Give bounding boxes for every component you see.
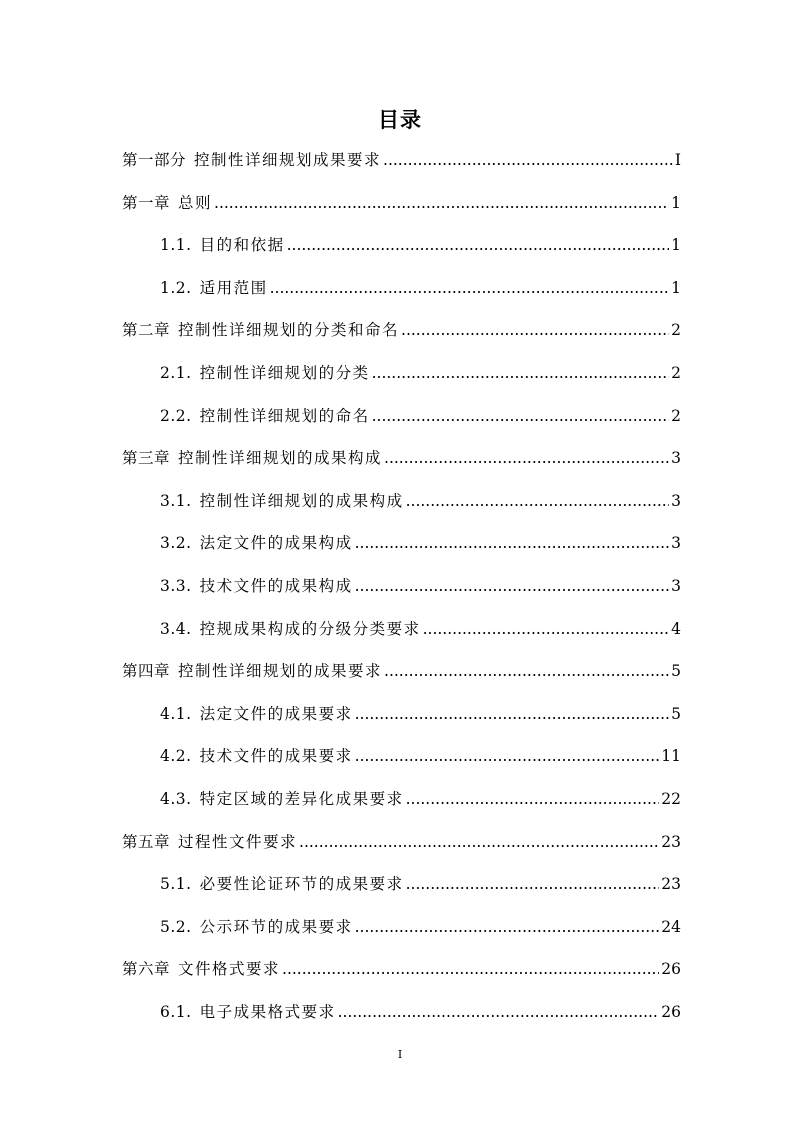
toc-entry-number: 5.2. — [160, 917, 192, 936]
toc-entry-number: 第四章 — [122, 662, 171, 681]
toc-entry-number: 1.2. — [160, 278, 192, 297]
toc-entry[interactable] — [160, 271, 681, 305]
toc-entry-number: 3.1. — [160, 491, 192, 510]
toc-entry-number: 5.1. — [160, 875, 192, 894]
toc-entry-title: 电子成果格式要求 — [199, 1003, 336, 1021]
toc-entry-title: 控规成果构成的分级分类要求 — [199, 619, 421, 638]
toc-entry-title: 适用范围 — [199, 278, 268, 297]
toc-entry-title: 控制性详细规划的成果构成 — [199, 491, 404, 510]
toc-entry[interactable] — [160, 697, 681, 731]
toc-entry[interactable] — [122, 654, 681, 688]
toc-dot-leader — [406, 782, 660, 816]
toc-dot-leader — [338, 995, 660, 1029]
toc-entry-number: 第一部分 — [122, 151, 187, 169]
toc-entry-page-number: 4 — [671, 619, 681, 638]
toc-entry-number: 第二章 — [122, 321, 171, 340]
toc-entry-page-number: 2 — [671, 364, 681, 382]
toc-entry[interactable] — [160, 612, 681, 646]
toc-entry-title: 法定文件的成果要求 — [199, 704, 353, 723]
toc-entry[interactable] — [160, 356, 681, 390]
toc-entry-title: 总则 — [178, 193, 213, 212]
toc-entry[interactable] — [160, 910, 681, 944]
toc-entry-number: 第六章 — [122, 960, 171, 979]
toc-entry-title: 控制性详细规划成果要求 — [194, 151, 382, 169]
toc-entry[interactable] — [122, 186, 681, 220]
toc-entry-title: 目的和依据 — [199, 236, 285, 255]
toc-entry-number: 第五章 — [122, 832, 171, 851]
toc-entry[interactable] — [160, 995, 681, 1029]
toc-entry-page-number: 26 — [661, 960, 681, 979]
toc-entry[interactable] — [160, 526, 681, 560]
toc-entry-number: 1.1. — [160, 236, 192, 255]
toc-dot-leader — [270, 271, 670, 305]
toc-entry-page-number: 3 — [671, 534, 681, 553]
toc-entry[interactable] — [160, 228, 681, 262]
toc-dot-leader — [423, 612, 670, 646]
toc-dot-leader — [401, 313, 669, 347]
toc-entry-page-number: 26 — [661, 1003, 681, 1021]
toc-dot-leader — [372, 356, 670, 390]
toc-entry-page-number: 23 — [661, 832, 681, 851]
toc-dot-leader — [282, 952, 659, 986]
toc-dot-leader — [384, 441, 669, 475]
toc-dot-leader — [355, 569, 670, 603]
toc-entry-title: 必要性论证环节的成果要求 — [199, 875, 404, 894]
toc-entry-page-number: 2 — [671, 321, 681, 340]
toc-entry-page-number: 3 — [671, 491, 681, 510]
toc-entry-title: 控制性详细规划的分类和命名 — [178, 321, 400, 340]
toc-entry[interactable] — [122, 825, 681, 859]
toc-dot-leader — [355, 697, 670, 731]
toc-entry-page-number: 24 — [661, 917, 681, 936]
toc-entry-number: 3.4. — [160, 619, 192, 638]
toc-dot-leader — [287, 228, 670, 262]
toc-entry-title: 控制性详细规划的成果要求 — [178, 662, 383, 681]
toc-entry-title: 控制性详细规划的分类 — [199, 364, 370, 382]
toc-entry-page-number: 1 — [671, 236, 681, 255]
footer-page-number: I — [397, 1048, 403, 1061]
toc-dot-leader — [384, 654, 669, 688]
toc-entry[interactable] — [160, 484, 681, 518]
toc-entry[interactable] — [122, 313, 681, 347]
toc-dot-leader — [214, 186, 669, 220]
toc-entry[interactable] — [160, 399, 681, 433]
toc-entry-page-number: 5 — [671, 704, 681, 723]
toc-entry-page-number: 3 — [671, 449, 681, 468]
toc-entry-page-number: 1 — [671, 193, 681, 212]
toc-dot-leader — [355, 910, 660, 944]
toc-entry[interactable] — [160, 867, 681, 901]
toc-entry-number: 第一章 — [122, 193, 171, 212]
toc-title: 目录 — [378, 108, 422, 132]
toc-entry-page-number: 11 — [661, 747, 681, 766]
toc-entry-number: 4.1. — [160, 704, 192, 723]
toc-entry-page-number: 3 — [671, 577, 681, 595]
toc-entry-page-number: 22 — [661, 790, 681, 808]
toc-entry-number: 4.3. — [160, 790, 192, 808]
toc-entry-title: 过程性文件要求 — [178, 832, 298, 851]
toc-dot-leader — [372, 399, 670, 433]
toc-entry-title: 技术文件的成果要求 — [199, 747, 353, 766]
toc-entry-number: 4.2. — [160, 747, 192, 766]
toc-entry[interactable] — [122, 143, 681, 177]
toc-entry-number: 2.1. — [160, 364, 192, 382]
toc-entry-title: 文件格式要求 — [178, 960, 281, 979]
toc-entry[interactable] — [160, 782, 681, 816]
toc-entry-number: 6.1. — [160, 1003, 192, 1021]
toc-entry-page-number: 5 — [671, 662, 681, 681]
toc-entry-page-number: I — [674, 151, 681, 169]
toc-entry-page-number: 1 — [671, 278, 681, 297]
toc-dot-leader — [406, 867, 660, 901]
toc-entry[interactable] — [160, 739, 681, 773]
toc-entry-number: 3.2. — [160, 534, 192, 553]
toc-entry-title: 公示环节的成果要求 — [199, 917, 353, 936]
toc-entry-title: 技术文件的成果构成 — [199, 577, 353, 595]
toc-entry-page-number: 23 — [661, 875, 681, 894]
toc-entry-title: 法定文件的成果构成 — [199, 534, 353, 553]
toc-dot-leader — [355, 739, 660, 773]
toc-entry-title: 特定区域的差异化成果要求 — [199, 790, 404, 808]
toc-dot-leader — [383, 143, 673, 177]
toc-entry-title: 控制性详细规划的命名 — [199, 406, 370, 425]
toc-entry[interactable] — [160, 569, 681, 603]
toc-entry-number: 3.3. — [160, 577, 192, 595]
toc-dot-leader — [299, 825, 659, 859]
toc-dot-leader — [406, 484, 670, 518]
toc-entry-page-number: 2 — [671, 406, 681, 425]
toc-entry-number: 2.2. — [160, 406, 192, 425]
toc-entry-number: 第三章 — [122, 449, 171, 468]
toc-dot-leader — [355, 526, 670, 560]
toc-entry[interactable] — [122, 952, 681, 986]
toc-entry-title: 控制性详细规划的成果构成 — [178, 449, 383, 468]
toc-entry[interactable] — [122, 441, 681, 475]
